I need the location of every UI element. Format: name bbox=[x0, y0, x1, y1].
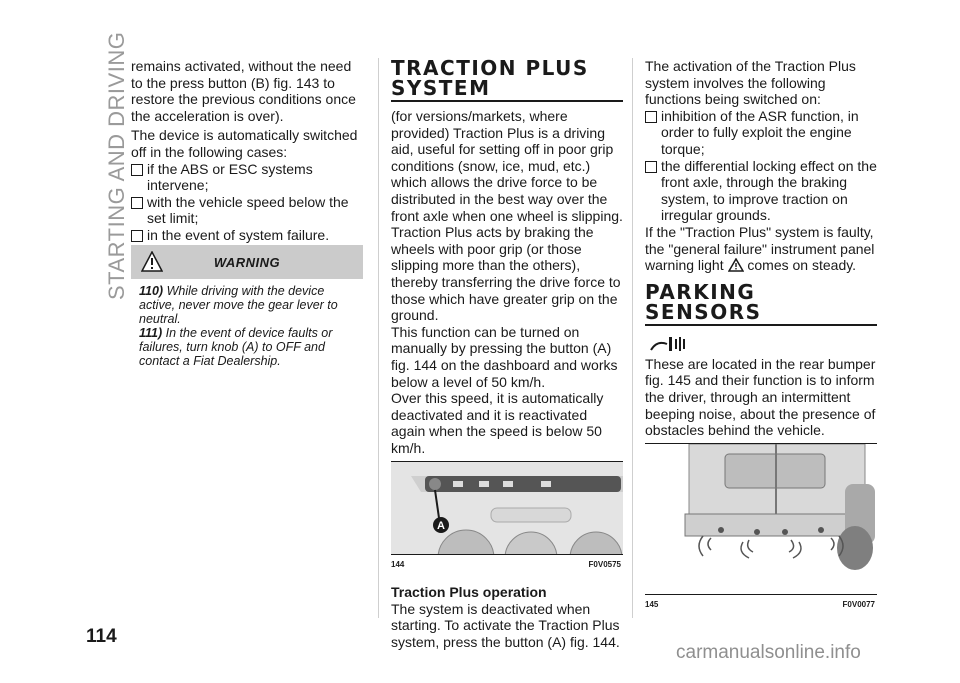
figure-caption bbox=[391, 555, 623, 574]
paragraph: (for versions/markets, where provided) Traction Plus is a driving aid, useful for setting off in poor grip conditions (snow, ice, mud, etc.) which allows the drive force to be distributed in the best way over the front axle when one wheel is slipping. bbox=[391, 108, 623, 224]
paragraph: The activation of the Traction Plus system involves the following functions being switched on: bbox=[645, 58, 856, 108]
heading-rule bbox=[391, 100, 623, 102]
paragraph: Over this speed, it is automatically deactivated and it is reactivated again when the speed is below 50 km/h. bbox=[391, 390, 604, 456]
figure-number: 145 bbox=[645, 599, 659, 609]
checkbox-bullet-icon bbox=[131, 197, 143, 209]
figure-144 bbox=[391, 462, 623, 554]
figure-145 bbox=[645, 444, 877, 594]
warning-item: 111) In the event of device faults or failures, turn knob (A) to OFF and contact a Fiat Dealership. bbox=[139, 326, 333, 368]
chapter-title: STARTING AND DRIVING bbox=[104, 31, 129, 300]
figure-caption bbox=[645, 595, 877, 614]
warning-title: WARNING bbox=[213, 255, 281, 270]
column-3 bbox=[645, 58, 877, 613]
list-item: if the ABS or ESC systems intervene; bbox=[131, 161, 363, 194]
chapter-sidebar bbox=[82, 31, 129, 300]
column-separator bbox=[378, 58, 379, 618]
figure-code: F0V0077 bbox=[842, 599, 875, 609]
warning-body bbox=[131, 279, 363, 368]
checkbox-bullet-icon bbox=[645, 161, 657, 173]
list-item: the differential locking effect on the front axle, through the braking system, to improve traction on irregular grounds. bbox=[645, 158, 877, 224]
subheading: Traction Plus operation bbox=[391, 584, 547, 601]
section-heading: PARKING SENSORS bbox=[645, 279, 762, 324]
column-1 bbox=[131, 58, 363, 244]
parking-sensor-icon bbox=[649, 332, 693, 354]
list-item: inhibition of the ASR function, in order to fully exploit the engine torque; bbox=[645, 108, 877, 158]
checkbox-bullet-icon bbox=[131, 230, 143, 242]
column-2 bbox=[391, 58, 623, 650]
warning-header bbox=[131, 245, 363, 279]
warning-item: 110) While driving with the device active, never move the gear lever to neutral. bbox=[139, 284, 338, 326]
paragraph: remains activated, without the need to the press button (B) fig. 143 to restore the previous conditions once the acceleration is over). bbox=[131, 58, 356, 124]
callout-label: A bbox=[437, 520, 445, 533]
dashboard-illustration bbox=[391, 462, 623, 554]
section-heading: TRACTION PLUS SYSTEM bbox=[391, 56, 589, 100]
watermark-logo: carmanualsonline.info bbox=[676, 642, 861, 663]
list-item: with the vehicle speed below the set limit; bbox=[131, 194, 363, 227]
general-failure-warning-icon bbox=[728, 258, 744, 272]
paragraph: These are located in the rear bumper fig. 145 and their function is to inform the driver, through an intermittent beeping noise, about the presence of obstacles behind the vehicle. bbox=[645, 355, 876, 439]
rear-bumper-illustration bbox=[645, 444, 877, 594]
paragraph: Traction Plus acts by braking the wheels with poor grip (or those slipping more than the others), thereby transferring the drive force to those which have greater grip on the ground. bbox=[391, 224, 621, 324]
figure-number: 144 bbox=[391, 560, 405, 570]
checkbox-bullet-icon bbox=[131, 164, 143, 176]
paragraph: The system is deactivated when starting. To activate the Traction Plus system, press the button (A) fig. 144. bbox=[391, 600, 620, 650]
paragraph: The device is automatically switched off in the following cases: bbox=[131, 127, 358, 160]
figure-code: F0V0575 bbox=[588, 560, 621, 570]
list-item: in the event of system failure. bbox=[131, 227, 363, 244]
column-separator bbox=[632, 58, 633, 618]
page-number: 114 bbox=[86, 626, 117, 647]
paragraph: If the "Traction Plus" system is faulty, the "general failure" instrument panel warning light comes on steady. bbox=[645, 223, 875, 274]
checkbox-bullet-icon bbox=[645, 111, 657, 123]
heading-rule bbox=[645, 324, 877, 326]
paragraph: This function can be turned on manually by pressing the button (A) fig. 144 on the dashboard and works below a level of 50 km/h. bbox=[391, 323, 618, 390]
warning-box bbox=[131, 245, 363, 368]
